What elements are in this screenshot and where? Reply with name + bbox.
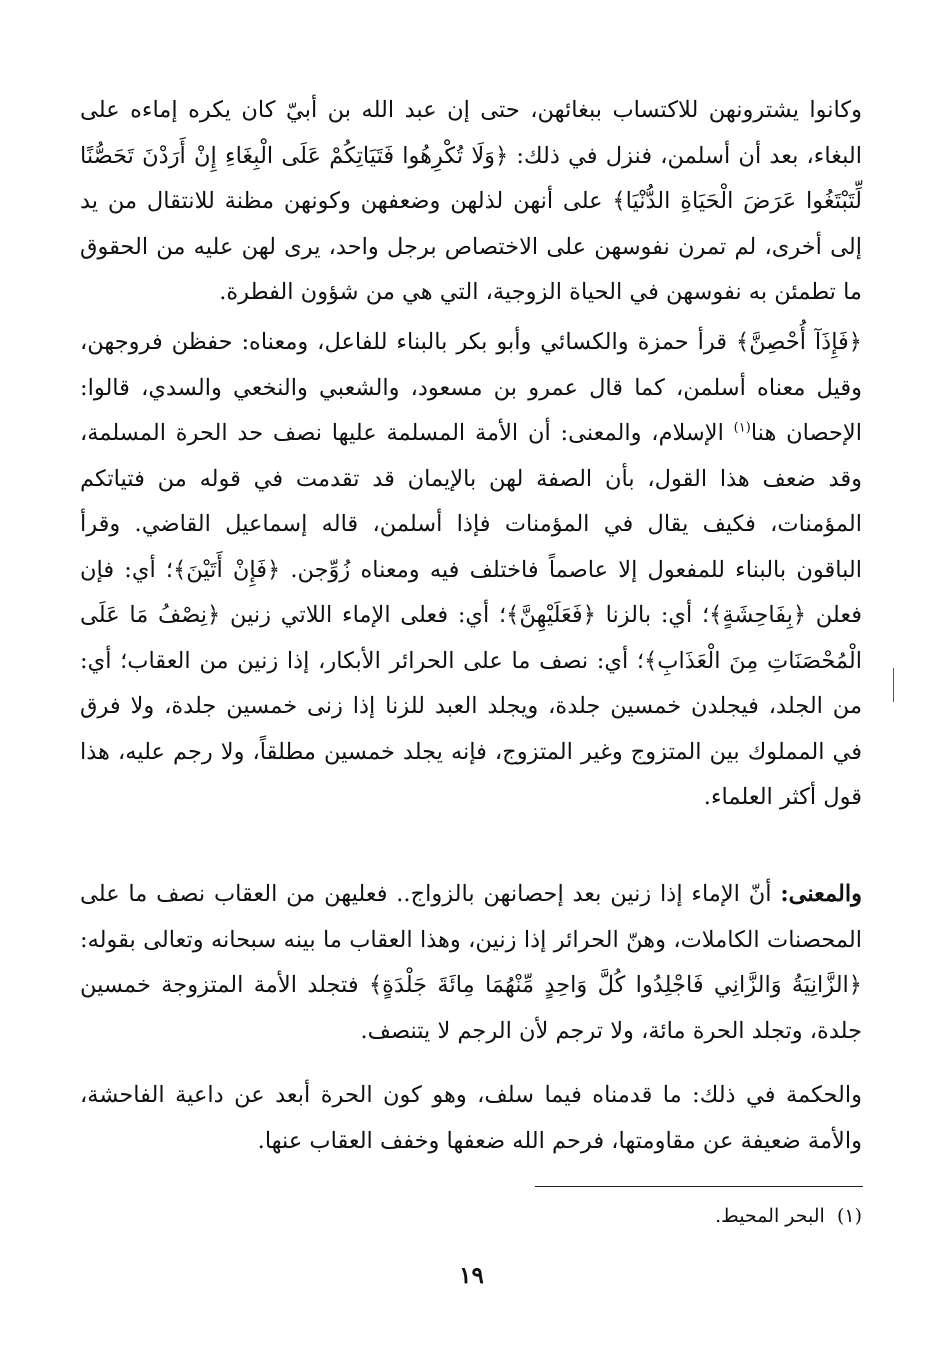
paragraph-4 bbox=[80, 1073, 862, 1164]
footnote bbox=[430, 1200, 862, 1232]
paragraph-text: قرأ حمزة والكسائي وأبو بكر بالبناء للفاعل، ومعناه: حفظن فروجهن، وقيل معناه أسلمن، كما قال عمرو بن مسعود، والشعبي والنخعي والسدي، قالوا: الإحصان هنا bbox=[80, 329, 863, 446]
paragraph-text: ؛ أي: نصف ما على الحرائر الأبكار، إذا زنين من العقاب؛ أي: من الجلد، فيجلدن خمسين جلدة، ويجلد العبد للزنا إذا زنى خمسين جلدة، ولا فرق في المملوك بين المتزوج وغير المتزوج، فإنه يجلد خمسين مطلقاً، ولا رجم عليه، هذا قول أكثر العلماء. bbox=[80, 647, 862, 810]
paragraph-text: ؛ أي: فإن فعلن bbox=[80, 556, 862, 628]
footnote-reference: (١) bbox=[733, 420, 751, 436]
paragraph-2 bbox=[80, 320, 862, 821]
page-number: ١٩ bbox=[459, 1262, 484, 1289]
footnote-divider bbox=[535, 1186, 863, 1187]
paragraph-text: فتجلد الأمة المتزوجة خمسين جلدة، وتجلد الحرة مائة، ولا ترجم لأن الرجم لا يتنصف. bbox=[80, 972, 862, 1044]
paragraph-text: الإسلام، والمعنى: أن الأمة المسلمة عليها نصف حد الحرة المسلمة، وقد ضعف هذا القول، بأن الصفة لهن بالإيمان قد تقدمت في قوله من فتياتكم المؤمنات، فكيف يقال في المؤمنات فإذا أسلمن، قاله إسماعيل القاضي. وقرأ الباقون بالبناء للمفعول إلا عاصماً فاختلف فيه ومعناه زُوِّجن. bbox=[80, 420, 863, 583]
footnote-text: البحر المحيط. bbox=[715, 1205, 825, 1227]
paragraph-text: والحكمة في ذلك: ما قدمناه فيما سلف، وهو كون الحرة أبعد عن داعية الفاحشة، والأمة ضعيفة عن مقاومتها، فرحم الله ضعفها وخفف العقاب عنها. bbox=[80, 1082, 862, 1154]
paragraph-lead: والمعنى: bbox=[780, 881, 862, 907]
margin-mark bbox=[893, 668, 894, 702]
footnote-number: (١) bbox=[836, 1205, 862, 1227]
paragraph-3 bbox=[80, 872, 862, 1054]
paragraph-text: على أنهن لذلهن وضعفهن وكونهن مظنة للانتقال من يد إلى أخرى، لم تمرن نفوسهن على الاختصاص برجل واحد، يرى لهن عليه من الحقوق ما تطمئن به نفوسهن في الحياة الزوجية، التي هي من شؤون الفطرة. bbox=[80, 188, 862, 305]
paragraph-1 bbox=[80, 88, 862, 316]
quran-verse: ﴿وَلَا تُكْرِهُوا فَتَيَاتِكُمْ عَلَى الْبِغَاءِ إِنْ أَرَدْنَ تَحَصُّنًا لِّتَبْتَغُوا عَرَضَ الْحَيَاةِ الدُّنْيَا﴾ bbox=[80, 142, 862, 214]
quran-verse: ﴿نِصْفُ مَا عَلَى الْمُحْصَنَاتِ مِنَ الْعَذَابِ﴾ bbox=[80, 602, 862, 674]
quran-verse: ﴿الزَّانِيَةُ وَالزَّانِي فَاجْلِدُوا كُلَّ وَاحِدٍ مِّنْهُمَا مِائَةَ جَلْدَةٍ﴾ bbox=[368, 972, 862, 998]
quran-verse: ﴿فَعَلَيْهِنَّ﴾ bbox=[506, 602, 596, 628]
paragraph-text: أنّ الإماء إذا زنين بعد إحصانهن بالزواج.. فعليهن من العقاب نصف ما على المحصنات الكاملات، وهنّ الحرائر إذا زنين، وهذا العقاب ما بينه سبحانه وتعالى بقوله: bbox=[80, 881, 862, 953]
paragraph-text: ؛ أي: فعلى الإماء اللاتي زنين bbox=[220, 602, 507, 628]
quran-verse: ﴿فَإِنْ أَتَيْنَ﴾ bbox=[173, 556, 281, 583]
quran-verse: ﴿بِفَاحِشَةٍ﴾ bbox=[709, 602, 807, 628]
paragraph-text: وكانوا يشترونهن للاكتساب ببغائهن، حتى إن عبد الله بن أبيّ كان يكره إماءه على البغاء، بعد أن أسلمن، فنزل في ذلك: bbox=[80, 97, 862, 169]
paragraph-text: ؛ أي: بالزنا bbox=[595, 602, 710, 628]
quran-verse: ﴿فَإِذَآ أُحْصِنَّ﴾ bbox=[736, 329, 862, 355]
